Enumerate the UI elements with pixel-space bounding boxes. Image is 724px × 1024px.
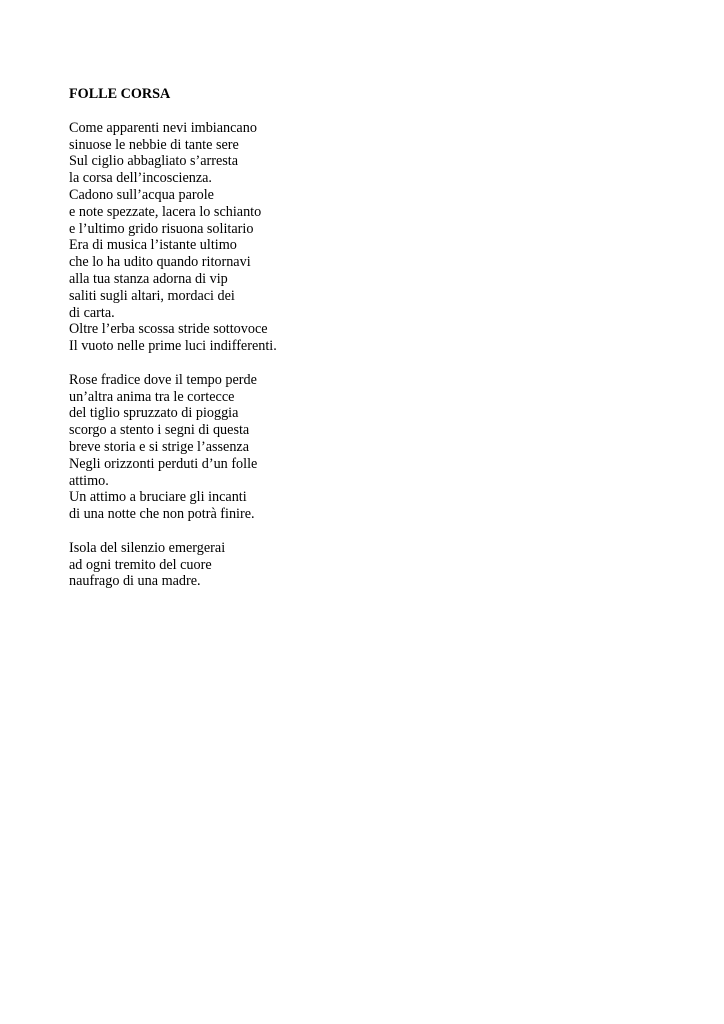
poem-line: Il vuoto nelle prime luci indifferenti. [69,338,277,355]
poem-line: Rose fradice dove il tempo perde [69,371,257,388]
poem-line: di carta. [69,304,115,321]
stanza-3 [69,540,669,590]
poem-line: che lo ha udito quando ritornavi [69,254,251,271]
poem-line: breve storia e si strige l’assenza [69,438,250,455]
poem-line: scorgo a stento i segni di questa [69,422,250,439]
poem-line: Un attimo a bruciare gli incanti [69,489,247,506]
poem-line: Cadono sull’acqua parole [69,186,214,203]
poem-line: saliti sugli altari, mordaci dei [69,287,235,304]
stanza-1 [69,120,669,355]
poem-line: la corsa dell’incoscienza. [69,170,212,187]
poem-line: Isola del silenzio emergerai [69,539,226,556]
poem-line: attimo. [69,472,109,489]
poem-line: Negli orizzonti perduti d’un folle [69,455,258,472]
poem-line: Oltre l’erba scossa stride sottovoce [69,321,268,338]
poem-line: e note spezzate, lacera lo schianto [69,203,262,220]
poem-line: Era di musica l’istante ultimo [69,237,237,254]
poem-line: ad ogni tremito del cuore [69,556,212,573]
poem-line: naufrago di una madre. [69,573,201,590]
poem-line: sinuose le nebbie di tante sere [69,136,239,153]
poem [69,86,669,607]
poem-line: un’altra anima tra le cortecce [69,388,235,405]
poem-line: di una notte che non potrà finire. [69,506,255,523]
poem-line: e l’ultimo grido risuona solitario [69,220,254,237]
poem-title: FOLLE CORSA [69,86,171,102]
poem-line: Come apparenti nevi imbiancano [69,119,257,136]
poem-line: alla tua stanza adorna di vip [69,270,228,287]
poem-line: Sul ciglio abbagliato s’arresta [69,153,239,170]
poem-line: del tiglio spruzzato di pioggia [69,405,239,422]
stanza-2 [69,372,669,523]
